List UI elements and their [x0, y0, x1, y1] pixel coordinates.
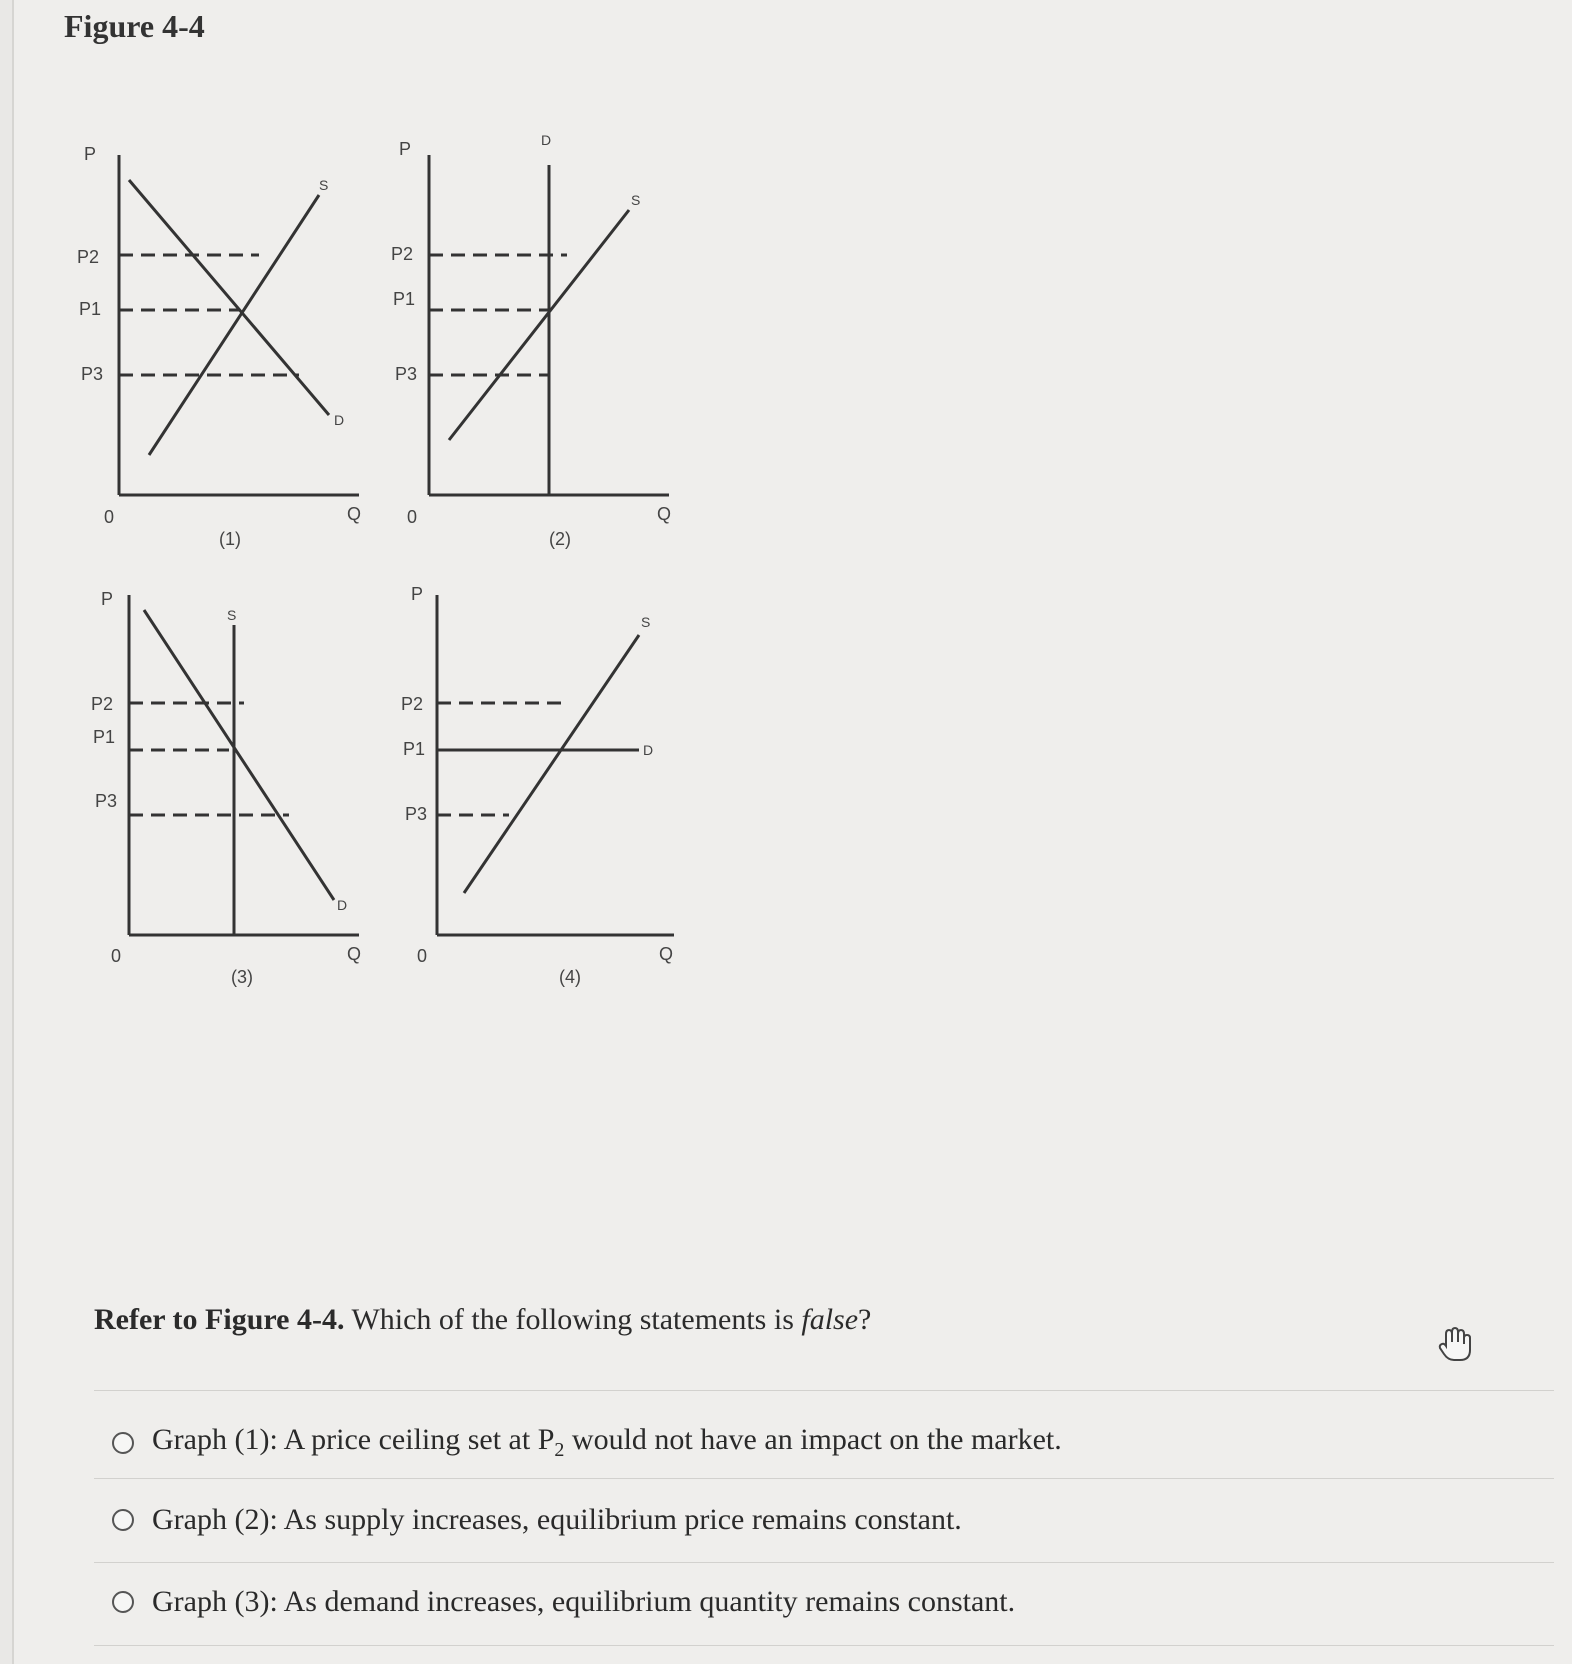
- radio-button[interactable]: [112, 1432, 134, 1454]
- y-axis-label: P: [399, 139, 412, 159]
- figure-title: Figure 4-4: [64, 8, 205, 44]
- graph-1: [69, 135, 389, 555]
- price-label-p3: P3: [405, 804, 428, 824]
- price-label-p1: P1: [393, 289, 416, 309]
- demand-label: D: [337, 897, 348, 913]
- x-axis-label: Q: [659, 944, 674, 964]
- hand-pointer-icon: [1434, 1322, 1478, 1366]
- demand-label: D: [643, 742, 654, 758]
- price-label-p2: P2: [391, 244, 414, 264]
- demand-label: D: [541, 132, 552, 148]
- answer-option-3[interactable]: [112, 1585, 1015, 1619]
- question-text: [94, 1303, 871, 1337]
- option-label: Graph (1): A price ceiling set at $P_2$ would not have an impact on the market.: [152, 1423, 1062, 1461]
- supply-label: S: [227, 607, 237, 623]
- divider: [94, 1645, 1554, 1646]
- price-label-p2: P2: [77, 247, 100, 267]
- answer-option-1[interactable]: [112, 1423, 1062, 1462]
- graph-caption: (4): [559, 967, 581, 987]
- demand-curve: [144, 610, 334, 900]
- x-axis-label: Q: [347, 504, 362, 524]
- x-axis-label: Q: [657, 504, 672, 524]
- radio-button[interactable]: [112, 1591, 134, 1613]
- supply-label: S: [319, 177, 329, 193]
- graph-2: [391, 132, 719, 555]
- divider: [94, 1562, 1554, 1563]
- price-label-p3: P3: [95, 791, 118, 811]
- supply-label: S: [631, 192, 641, 208]
- x-axis-label: Q: [347, 944, 362, 964]
- price-label-p2: P2: [91, 694, 114, 714]
- graph-caption: (3): [231, 967, 253, 987]
- graph-caption: (2): [549, 529, 571, 549]
- y-axis-label: P: [101, 589, 114, 609]
- origin-label: 0: [417, 946, 428, 966]
- demand-label: D: [334, 412, 345, 428]
- graph-caption: (1): [219, 529, 241, 549]
- answer-option-2[interactable]: [112, 1503, 962, 1537]
- origin-label: 0: [407, 507, 418, 527]
- y-axis-label: P: [84, 144, 97, 164]
- origin-label: 0: [111, 946, 122, 966]
- question-prefix: Refer to Figure 4-4.: [94, 1303, 345, 1336]
- price-label-p1: P1: [403, 739, 426, 759]
- graph-4: [399, 575, 719, 995]
- supply-label: S: [641, 614, 651, 630]
- price-label-p1: P1: [79, 299, 102, 319]
- divider: [94, 1390, 1554, 1391]
- option-label: Graph (2): As supply increases, equilibrium price remains constant.: [152, 1503, 962, 1536]
- question-suffix: ?: [858, 1303, 872, 1336]
- supply-curve: [464, 635, 639, 893]
- option-label: Graph (3): As demand increases, equilibrium quantity remains constant.: [152, 1585, 1016, 1618]
- question-body: Which of the following statements is: [351, 1303, 794, 1336]
- price-label-p3: P3: [81, 364, 104, 384]
- graph-3: [69, 575, 389, 995]
- question-page: [12, 0, 1572, 1664]
- y-axis-label: P: [411, 584, 424, 604]
- price-label-p1: P1: [93, 727, 116, 747]
- radio-button[interactable]: [112, 1509, 134, 1531]
- origin-label: 0: [104, 507, 115, 527]
- question-emphasis: false: [801, 1303, 859, 1336]
- divider: [94, 1478, 1554, 1479]
- demand-curve: [129, 180, 329, 415]
- price-label-p3: P3: [395, 364, 418, 384]
- price-label-p2: P2: [401, 694, 424, 714]
- supply-curve: [449, 210, 629, 440]
